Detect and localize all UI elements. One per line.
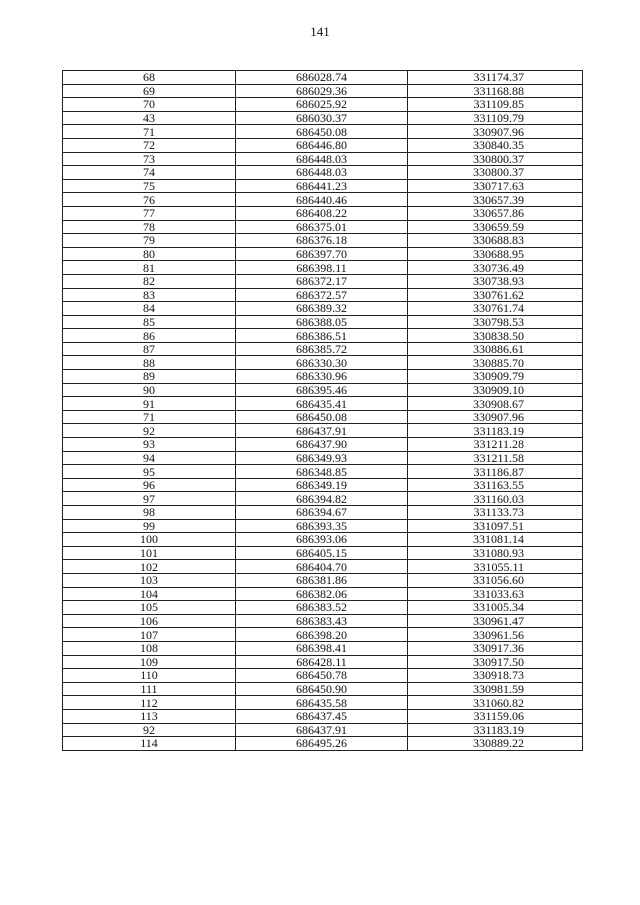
y-coordinate-cell: 330738.93	[408, 274, 583, 288]
x-coordinate-cell: 686435.58	[236, 696, 408, 710]
point-number-cell: 112	[63, 696, 236, 710]
point-number-cell: 83	[63, 288, 236, 302]
x-coordinate-cell: 686386.51	[236, 329, 408, 343]
y-coordinate-cell: 330688.95	[408, 247, 583, 261]
y-coordinate-cell: 331160.03	[408, 492, 583, 506]
y-coordinate-cell: 331159.06	[408, 709, 583, 723]
x-coordinate-cell: 686448.03	[236, 152, 408, 166]
y-coordinate-cell: 330657.39	[408, 193, 583, 207]
point-number-cell: 107	[63, 628, 236, 642]
point-number-cell: 102	[63, 560, 236, 574]
y-coordinate-cell: 331174.37	[408, 71, 583, 85]
point-number-cell: 71	[63, 410, 236, 424]
point-number-cell: 94	[63, 451, 236, 465]
x-coordinate-cell: 686330.30	[236, 356, 408, 370]
x-coordinate-cell: 686404.70	[236, 560, 408, 574]
table-row	[63, 723, 583, 737]
table-row	[63, 206, 583, 220]
table-row	[63, 152, 583, 166]
x-coordinate-cell: 686440.46	[236, 193, 408, 207]
x-coordinate-cell: 686376.18	[236, 234, 408, 248]
point-number-cell: 74	[63, 166, 236, 180]
point-number-cell: 99	[63, 519, 236, 533]
point-number-cell: 90	[63, 383, 236, 397]
table-row	[63, 737, 583, 751]
x-coordinate-cell: 686394.82	[236, 492, 408, 506]
table-row	[63, 492, 583, 506]
y-coordinate-cell: 331211.58	[408, 451, 583, 465]
point-number-cell: 97	[63, 492, 236, 506]
table-row	[63, 370, 583, 384]
x-coordinate-cell: 686435.41	[236, 397, 408, 411]
y-coordinate-cell: 330907.96	[408, 410, 583, 424]
x-coordinate-cell: 686372.17	[236, 274, 408, 288]
point-number-cell: 100	[63, 533, 236, 547]
y-coordinate-cell: 331183.19	[408, 424, 583, 438]
table-row	[63, 220, 583, 234]
y-coordinate-cell: 331168.88	[408, 84, 583, 98]
table-row	[63, 98, 583, 112]
y-coordinate-cell: 330886.61	[408, 342, 583, 356]
coordinates-table-body	[63, 71, 583, 751]
point-number-cell: 93	[63, 438, 236, 452]
table-row	[63, 166, 583, 180]
x-coordinate-cell: 686437.45	[236, 709, 408, 723]
point-number-cell: 43	[63, 111, 236, 125]
x-coordinate-cell: 686349.93	[236, 451, 408, 465]
y-coordinate-cell: 331109.85	[408, 98, 583, 112]
x-coordinate-cell: 686025.92	[236, 98, 408, 112]
x-coordinate-cell: 686394.67	[236, 506, 408, 520]
table-row	[63, 125, 583, 139]
point-number-cell: 71	[63, 125, 236, 139]
point-number-cell: 78	[63, 220, 236, 234]
y-coordinate-cell: 331097.51	[408, 519, 583, 533]
table-row	[63, 261, 583, 275]
table-row	[63, 397, 583, 411]
table-row	[63, 465, 583, 479]
y-coordinate-cell: 331183.19	[408, 723, 583, 737]
y-coordinate-cell: 331005.34	[408, 601, 583, 615]
y-coordinate-cell: 331211.28	[408, 438, 583, 452]
point-number-cell: 73	[63, 152, 236, 166]
point-number-cell: 72	[63, 138, 236, 152]
coordinates-table	[62, 70, 583, 751]
table-row	[63, 247, 583, 261]
y-coordinate-cell: 331163.55	[408, 478, 583, 492]
x-coordinate-cell: 686405.15	[236, 546, 408, 560]
point-number-cell: 106	[63, 614, 236, 628]
x-coordinate-cell: 686383.52	[236, 601, 408, 615]
x-coordinate-cell: 686446.80	[236, 138, 408, 152]
table-row	[63, 587, 583, 601]
y-coordinate-cell: 330659.59	[408, 220, 583, 234]
y-coordinate-cell: 330838.50	[408, 329, 583, 343]
point-number-cell: 86	[63, 329, 236, 343]
table-row	[63, 533, 583, 547]
table-row	[63, 709, 583, 723]
x-coordinate-cell: 686372.57	[236, 288, 408, 302]
point-number-cell: 70	[63, 98, 236, 112]
table-row	[63, 288, 583, 302]
table-row	[63, 342, 583, 356]
point-number-cell: 95	[63, 465, 236, 479]
table-row	[63, 696, 583, 710]
y-coordinate-cell: 330800.37	[408, 166, 583, 180]
y-coordinate-cell: 330736.49	[408, 261, 583, 275]
y-coordinate-cell: 330909.79	[408, 370, 583, 384]
y-coordinate-cell: 330908.67	[408, 397, 583, 411]
x-coordinate-cell: 686437.91	[236, 424, 408, 438]
table-row	[63, 302, 583, 316]
y-coordinate-cell: 331080.93	[408, 546, 583, 560]
x-coordinate-cell: 686448.03	[236, 166, 408, 180]
x-coordinate-cell: 686381.86	[236, 573, 408, 587]
table-row	[63, 655, 583, 669]
y-coordinate-cell: 331055.11	[408, 560, 583, 574]
x-coordinate-cell: 686495.26	[236, 737, 408, 751]
point-number-cell: 82	[63, 274, 236, 288]
table-row	[63, 138, 583, 152]
x-coordinate-cell: 686437.90	[236, 438, 408, 452]
x-coordinate-cell: 686450.08	[236, 125, 408, 139]
x-coordinate-cell: 686437.91	[236, 723, 408, 737]
x-coordinate-cell: 686348.85	[236, 465, 408, 479]
y-coordinate-cell: 330918.73	[408, 669, 583, 683]
table-row	[63, 71, 583, 85]
table-row	[63, 669, 583, 683]
point-number-cell: 92	[63, 424, 236, 438]
y-coordinate-cell: 330961.56	[408, 628, 583, 642]
y-coordinate-cell: 330917.36	[408, 641, 583, 655]
point-number-cell: 92	[63, 723, 236, 737]
table-row	[63, 519, 583, 533]
x-coordinate-cell: 686398.20	[236, 628, 408, 642]
x-coordinate-cell: 686029.36	[236, 84, 408, 98]
y-coordinate-cell: 330657.86	[408, 206, 583, 220]
x-coordinate-cell: 686393.06	[236, 533, 408, 547]
x-coordinate-cell: 686383.43	[236, 614, 408, 628]
x-coordinate-cell: 686408.22	[236, 206, 408, 220]
table-row	[63, 601, 583, 615]
point-number-cell: 113	[63, 709, 236, 723]
x-coordinate-cell: 686330.96	[236, 370, 408, 384]
point-number-cell: 80	[63, 247, 236, 261]
y-coordinate-cell: 330917.50	[408, 655, 583, 669]
y-coordinate-cell: 330981.59	[408, 682, 583, 696]
page-number: 141	[310, 24, 330, 39]
y-coordinate-cell: 330889.22	[408, 737, 583, 751]
table-row	[63, 84, 583, 98]
y-coordinate-cell: 331081.14	[408, 533, 583, 547]
y-coordinate-cell: 330907.96	[408, 125, 583, 139]
x-coordinate-cell: 686395.46	[236, 383, 408, 397]
point-number-cell: 111	[63, 682, 236, 696]
y-coordinate-cell: 330885.70	[408, 356, 583, 370]
point-number-cell: 89	[63, 370, 236, 384]
point-number-cell: 88	[63, 356, 236, 370]
y-coordinate-cell: 331133.73	[408, 506, 583, 520]
point-number-cell: 114	[63, 737, 236, 751]
table-row	[63, 682, 583, 696]
point-number-cell: 109	[63, 655, 236, 669]
table-row	[63, 410, 583, 424]
y-coordinate-cell: 330717.63	[408, 179, 583, 193]
y-coordinate-cell: 330761.62	[408, 288, 583, 302]
y-coordinate-cell: 330761.74	[408, 302, 583, 316]
y-coordinate-cell: 331109.79	[408, 111, 583, 125]
table-row	[63, 383, 583, 397]
y-coordinate-cell: 330798.53	[408, 315, 583, 329]
point-number-cell: 69	[63, 84, 236, 98]
point-number-cell: 103	[63, 573, 236, 587]
y-coordinate-cell: 330840.35	[408, 138, 583, 152]
point-number-cell: 81	[63, 261, 236, 275]
table-row	[63, 438, 583, 452]
x-coordinate-cell: 686388.05	[236, 315, 408, 329]
table-row	[63, 179, 583, 193]
y-coordinate-cell: 331033.63	[408, 587, 583, 601]
x-coordinate-cell: 686450.78	[236, 669, 408, 683]
point-number-cell: 91	[63, 397, 236, 411]
table-row	[63, 614, 583, 628]
x-coordinate-cell: 686028.74	[236, 71, 408, 85]
table-row	[63, 641, 583, 655]
table-row	[63, 478, 583, 492]
table-row	[63, 546, 583, 560]
x-coordinate-cell: 686349.19	[236, 478, 408, 492]
point-number-cell: 77	[63, 206, 236, 220]
point-number-cell: 110	[63, 669, 236, 683]
table-row	[63, 356, 583, 370]
x-coordinate-cell: 686375.01	[236, 220, 408, 234]
y-coordinate-cell: 331056.60	[408, 573, 583, 587]
point-number-cell: 68	[63, 71, 236, 85]
table-row	[63, 573, 583, 587]
x-coordinate-cell: 686385.72	[236, 342, 408, 356]
x-coordinate-cell: 686441.23	[236, 179, 408, 193]
x-coordinate-cell: 686450.08	[236, 410, 408, 424]
point-number-cell: 79	[63, 234, 236, 248]
point-number-cell: 76	[63, 193, 236, 207]
point-number-cell: 75	[63, 179, 236, 193]
y-coordinate-cell: 330909.10	[408, 383, 583, 397]
table-row	[63, 451, 583, 465]
table-row	[63, 193, 583, 207]
table-row	[63, 234, 583, 248]
table-row	[63, 506, 583, 520]
x-coordinate-cell: 686398.41	[236, 641, 408, 655]
x-coordinate-cell: 686393.35	[236, 519, 408, 533]
table-row	[63, 560, 583, 574]
table-row	[63, 315, 583, 329]
y-coordinate-cell: 330961.47	[408, 614, 583, 628]
table-row	[63, 111, 583, 125]
table-row	[63, 424, 583, 438]
point-number-cell: 105	[63, 601, 236, 615]
point-number-cell: 85	[63, 315, 236, 329]
point-number-cell: 84	[63, 302, 236, 316]
x-coordinate-cell: 686397.70	[236, 247, 408, 261]
y-coordinate-cell: 330800.37	[408, 152, 583, 166]
y-coordinate-cell: 331186.87	[408, 465, 583, 479]
x-coordinate-cell: 686030.37	[236, 111, 408, 125]
x-coordinate-cell: 686389.32	[236, 302, 408, 316]
x-coordinate-cell: 686398.11	[236, 261, 408, 275]
point-number-cell: 96	[63, 478, 236, 492]
table-row	[63, 274, 583, 288]
point-number-cell: 101	[63, 546, 236, 560]
y-coordinate-cell: 330688.83	[408, 234, 583, 248]
point-number-cell: 87	[63, 342, 236, 356]
x-coordinate-cell: 686382.06	[236, 587, 408, 601]
y-coordinate-cell: 331060.82	[408, 696, 583, 710]
table-row	[63, 329, 583, 343]
x-coordinate-cell: 686450.90	[236, 682, 408, 696]
point-number-cell: 108	[63, 641, 236, 655]
point-number-cell: 98	[63, 506, 236, 520]
x-coordinate-cell: 686428.11	[236, 655, 408, 669]
table-row	[63, 628, 583, 642]
point-number-cell: 104	[63, 587, 236, 601]
